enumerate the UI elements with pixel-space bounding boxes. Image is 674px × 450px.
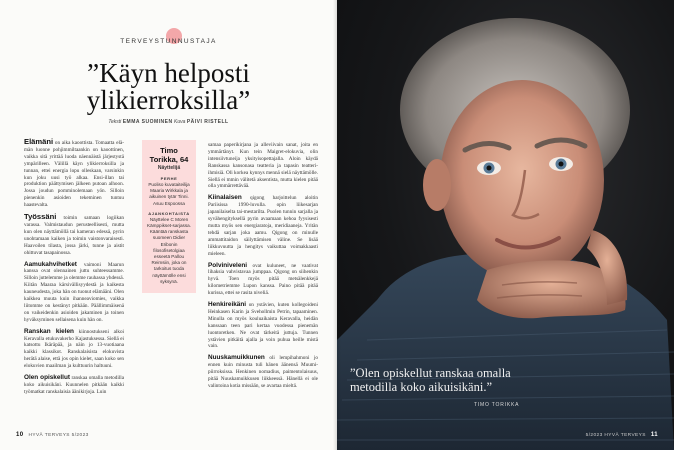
fact-name: Timo Torikka, 64	[149, 146, 189, 164]
fact-role: Näyttelijä	[157, 165, 181, 171]
paragraph-text: ovat kuluneet, ne vaativat lihaksia vahvistavaa jumppaa. Qigong on siihenkin hyvä. Toen myös pitää metsälenkkejä kilometriemme Lupon kanssa. Paino pitää pitää kurissa, ettei se rasita niveliä.	[208, 262, 319, 297]
paragraph	[208, 355, 318, 390]
paragraph	[208, 142, 318, 190]
paragraph	[24, 214, 124, 256]
section-kicker: TERVEYSTUNNUSTAJA	[120, 38, 217, 45]
headline-line-2: ylikierroksilla”	[86, 85, 251, 115]
right-folio-label: 5/2023 HYVÄ TERVEYS	[585, 433, 646, 438]
paragraph-lead: Olen opiskellut	[24, 374, 70, 382]
paragraph-text: toimin samaan logiikan varassa. Valmistaudun perusteellisesti, mutta kun olen näyttämöllä tai kameran edessä, pyrin unohtamaan kaiken ja toimin vaistonvaraisesti. Haavoilen tilasta, jossa järki, tunne ja aistit ohittuvat tasapainossa.	[24, 215, 125, 256]
byline-author: EMMA SUOMINEN	[122, 119, 173, 125]
paragraph-lead: Nuuskamuikkunen	[208, 354, 265, 362]
pull-quote-credit: TIMO TORIKKA	[474, 402, 520, 408]
paragraph-lead: Työssäni	[24, 212, 57, 222]
paragraph-lead: Kiinalaisen	[208, 194, 242, 202]
folio-left	[16, 432, 89, 438]
paragraph-text: vaimoni Maarun kanssa ovat olennainen juttu suhteessamme. Silloin juttelemme ja olemme rauhassa yhdessä. Kiitän Maaraa kärsivällisyydestä ja kaikesta kauneudesta, joka hän on tuonut elämääni. Olen kaikkea muuta kuin ihanneaviomies, vaikka liitomme on kestänyt pitkään. Päällimmäisenä on vaikeidenkin asioiden jakaminen ja toinen hyväksyminen sellaisena kuin hän on.	[24, 261, 124, 323]
paragraph-text: on ystävien, kuten kollegoideni Heinkasen Karin ja Svehollmin Petrin, tapaaminen. Minulla on myös kouluaikaista Keravalla, heidän kanssaan teen pari kertaa vuodessa pienemän luontoretken. Ne ovat tärkeitä juttuja. Tunnen ystävien pitkäitä ajalla ja voin puhua heille mistä vain.	[208, 302, 318, 350]
paragraph-text: kiinnostukseni alkoi Keravalla etukuvakerho Kajastuksessa. Siellä ei katsottu Ikäräpää, ja näin jo 13-vuotiaana kaikki klassikot. Ranskalaisista elokuvista herätä alaise, että jos opin kielet, saan koko sen elokuvien maailman ja kulttuurin haltuuni.	[24, 328, 124, 370]
article-headline	[0, 60, 337, 114]
byline-photographer: PÄIVI RISTELL	[186, 119, 229, 125]
paragraph	[24, 262, 124, 324]
paragraph-lead: Polviniveleni	[208, 261, 248, 269]
paragraph-lead: Aamukahvihetket	[24, 260, 77, 268]
paragraph-lead: Henkireikäni	[208, 301, 247, 309]
left-folio-label: HYVÄ TERVEYS 5/2023	[28, 433, 89, 438]
right-page-number: 11	[650, 432, 658, 438]
fact-family-label: PERHE	[160, 176, 178, 181]
paragraph	[208, 263, 318, 298]
byline-text-label: Teksti	[108, 119, 122, 125]
fact-family-text: Puoliso kuvataiteilija Maaria Wirkkala ja aikuinen tytär Tinni. Asuu Espoossa	[148, 182, 190, 206]
text-column-1	[24, 139, 124, 401]
paragraph-lead: Elämäni	[24, 137, 54, 146]
left-page-number: 10	[16, 432, 24, 438]
paragraph	[208, 302, 318, 350]
paragraph-text: on aika kaoottista. Tomaatta elä-män luonne pohjimmiltaankin on kaoottinen, vaikka sitä yrittää luoda näennäistä järjestystä ympärilleen. Välillä käyn ylikierroksilla ja tunnan, ettei energia lopu olleskaan, varsinkin kun joku uusi työ alkaa. Ensi-illan tai produktion päättymisen jälkeen putoan alhoon. Jossa joudun pomminolemaan yön. Silloin pienenkin asioiden tekeminen tuntuu haastevalta.	[24, 140, 124, 209]
fact-box	[142, 140, 196, 293]
fact-current-text: Näyttelee C Moren Kämppikset-sarjassa. Kääntää ranskasta suomeen Didier Eribonin filosofisetolgiaa esseetä Pallou Reimsiin, joka on tarkoitus tuoda näyttämölle ensi syksynä.	[147, 216, 191, 284]
folio-right	[586, 432, 658, 438]
paragraph-text: qigong harjoittelun aloitin Pariisissa 1990-luvulla. opin liikesarjan japanilaiselta tai-mestarilta. Puolen tunnin sarjalla ja syvähengityksellä pyrin avaamaan kehoa fyysisesti mutta myös sen energiaratoja, meridiaaneja. Yritän tehdä sarjan joka aamu. Qigong on minulle ammattitaidon säilyttämisen väline. Se lisää liikkuvuutta ja hengitys vaikuttaa voimakkaasti mieleen.	[208, 195, 318, 257]
byline-photo-label: Kuva	[174, 119, 186, 125]
paragraph-lead: Ranskan kielen	[24, 327, 74, 335]
pull-quote: ”Olen opiskellut ranskaa omalla metodilla koko aikuisikäni.”	[350, 366, 511, 394]
paragraph	[208, 195, 318, 257]
paragraph-text: ranskaa omalla metodilla koko aikuisikäni. Kuunnelen pitkään kaikki työmatkat ranskalaisia äänikirjoja. Luin	[24, 375, 124, 395]
text-column-3	[208, 142, 318, 395]
paragraph	[24, 329, 124, 370]
paragraph	[24, 375, 124, 396]
fact-current-label: AJANKOHTAISTA	[148, 210, 190, 216]
headline-line-1: ”Käyn helposti	[87, 58, 250, 88]
byline	[0, 119, 337, 125]
paragraph-text: samaa paperikirjana ja alleviivain sanat, joita en ymmärtänyt. Kun tein Maigret-elokuvia, olin intensiivtuneija yksityisopettajalla. Aloin käydä Ranskassa kansonasa teatteria ja tapasin teatteri-ihmisiä. Oli korkea kynnys mennä sielä näyttämölle. Siellä ei ​​mmin välitetä aksentista, mutta kielen pitää olla ymmärrettävää.	[208, 142, 318, 190]
paragraph	[24, 139, 124, 209]
paragraph-text: oli lempihahmoni jo ennen kuin minusta tuli hänen äänensä Muumi-piirroksissa. Henkinen nomadius, paimentolaisuus, pitää Nuuskamuikkusen liikkeessä. Hänellä ei ole valintoina kotia missään, se avartaa mieltä.	[208, 355, 318, 389]
